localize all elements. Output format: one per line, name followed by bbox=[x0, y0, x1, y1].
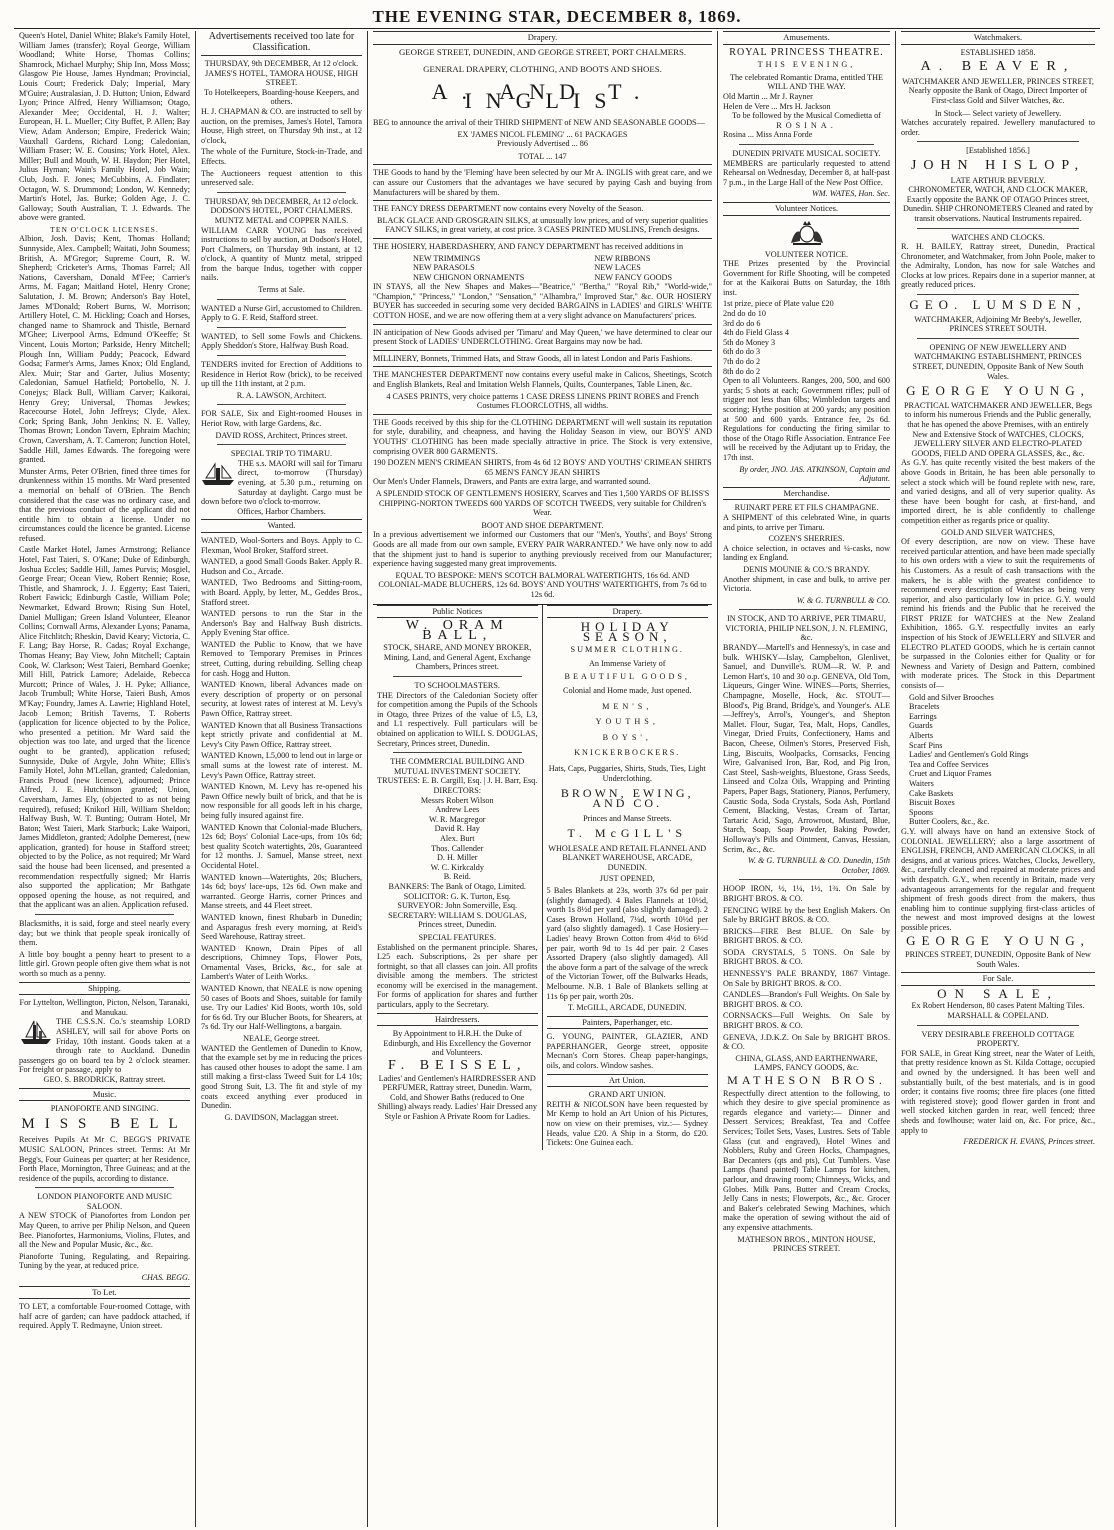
ad-heading: MUNTZ METAL and COPPER NAILS. bbox=[214, 215, 349, 225]
ad-heading: ROYAL PRINCESS THEATRE. bbox=[729, 46, 884, 58]
ad-line: BLACK GLACE AND GROSGRAIN SILKS, at unusually low prices, and of very superior qualities bbox=[377, 215, 708, 225]
ad-subheading: [Established 1856.] bbox=[966, 146, 1030, 156]
ad-name-display: W. ORAM BALL, bbox=[405, 618, 509, 643]
columns bbox=[14, 31, 1100, 1527]
ad-body: Pianoforte Tuning, Regulating, and Repairing. Tuning by the year, at reduced price. bbox=[19, 1251, 190, 1271]
list-column bbox=[594, 254, 672, 283]
classified-ad: FENCING WIRE by the best English Makers. On Sale by BRIGHT BROS. & CO. bbox=[723, 905, 890, 925]
lower-split bbox=[373, 604, 712, 1150]
prize-row: 8th do do 2 bbox=[723, 366, 761, 376]
classified-ad: HOOP IRON, ½, 1¼, 1½, 1¾. On Sale by BRIGHT BROS. & CO. bbox=[723, 884, 890, 903]
section-header-to-let: To Let. bbox=[19, 1286, 190, 1300]
prize-row: 4th do Field Glass 4 bbox=[723, 328, 789, 338]
prize-row: 7th do do 2 bbox=[723, 357, 761, 367]
ad-heading: JAMES'S HOTEL, TAMORA HOUSE, HIGH STREET. bbox=[204, 68, 359, 88]
divider bbox=[739, 879, 874, 880]
ad-name-display: GEORGE YOUNG, bbox=[906, 383, 1090, 399]
ad-line: EQUAL TO BESPOKE: MEN'S SCOTCH BALMORAL WATERTIGHTS, 16s 6d. AND COLONIAL-MADE BLUCHERS, 12s 6d. BOYS' AND YOUTHS' WATERTIGHTS, from 7s 6d to 12s 6d. bbox=[378, 570, 707, 599]
list-item: Gold and Silver Brooches bbox=[909, 692, 994, 702]
ad-heading: ROSINA. bbox=[776, 120, 837, 130]
ad-body: R. H. BAILEY, Rattray street, Dunedin, Practical Chronometer, and Watchmaker, from John Poole, maker to the Admiralty, London, has now for sale Watches and Clocks at low prices. Repairs done in a superior manner, at greatly reduced prices. bbox=[901, 242, 1095, 290]
ad-heading: For Lyttelton, Wellington, Picton, Nelson, Taranaki, and Manukau. bbox=[19, 998, 190, 1017]
classified-ad: WANTED Known that Colonial-made Bluchers, 12s 6d; Boys' Colonial Lace-ups, from 10s 6d; best quality Scotch watertights, 20s, Guaranteed for 12 months. J. Samuel, Manse street, next Occidental Hotel. bbox=[201, 822, 362, 870]
ad-line: A SPLENDID STOCK OF GENTLEMEN'S HOSIERY, Scarves and Ties 1,500 YARDS OF BLISS'S CHIPPING-NORTON TWEEDS 600 YARDS OF SCOTCH TWEEDS, very suitable for Children's Wear. bbox=[375, 488, 710, 518]
divider bbox=[917, 338, 1079, 339]
ad-body: MILLINERY, Bonnets, Trimmed Hats, and Straw Goods, all in latest London and Paris Fashions. bbox=[373, 353, 693, 363]
ad-heading: BEAUTIFUL GOODS, bbox=[564, 672, 690, 682]
prize-row: 6th do do 3 bbox=[723, 347, 761, 357]
ad-body: The Auctioneers request attention to this unreserved sale. bbox=[201, 168, 362, 188]
classified-ad: WANTED the Gentlemen of Dunedin to Know, that the example set by me in reducing the prices has caused other houses to adopt the same. I am still making a first-class Tweed Suit for L4 10s; good Strong Suit, L3. The fit and style of my coats exceed anything ever produced in Dunedin. bbox=[201, 1043, 362, 1111]
ad-heading: RUINART PERE ET FILS CHAMPAGNE. bbox=[734, 503, 879, 513]
section-heading: TEN O'CLOCK LICENSES. bbox=[50, 224, 159, 234]
classified-ad: WANTED, a good Small Goods Baker. Apply R. Hudson and Co., Arcade. bbox=[201, 557, 362, 576]
ad-subheading: To Hotelkeepers, Boarding-house Keepers, and others. bbox=[204, 87, 359, 107]
section-header-hairdressers: Hairdressers. bbox=[377, 1013, 538, 1027]
solicitor: SOLICITOR: G. K. Turton, Esq. bbox=[403, 891, 511, 901]
ad-heading: YOUTHS, bbox=[595, 717, 659, 727]
divider bbox=[917, 294, 1079, 295]
steamship-icon bbox=[201, 459, 235, 489]
ad-body: The whole of the Furniture, Stock-in-Trade, and Effects. bbox=[201, 147, 362, 166]
list-item: NEW FANCY GOODS bbox=[594, 272, 672, 282]
classified-ad: TENDERS invited for Erection of Additions to Residence in Heriot Row (brick), to be received up till the 11th instant, at 2 p.m. bbox=[201, 360, 362, 389]
list-item: Earrings bbox=[909, 711, 937, 721]
ad-signature: DAVID ROSS, Architect, Princes street. bbox=[215, 430, 348, 440]
ad-signature: CHAS. BEGG. bbox=[141, 1273, 190, 1283]
shipment-total: TOTAL ... 147 bbox=[518, 151, 567, 161]
list-item: Messrs Robert Wilson bbox=[420, 795, 494, 805]
ad-body: WATCHMAKER AND JEWELLER, PRINCES STREET, Nearly opposite the Bank of Otago, Direct Importer of First-class Gold and Silver Watches, &c. bbox=[902, 76, 1094, 105]
ad-heading: DENIS MOUNIE & CO.'S BRANDY. bbox=[743, 564, 870, 574]
ad-subheading: DIRECTORS: bbox=[433, 786, 482, 795]
divider bbox=[917, 1025, 1079, 1026]
prize-row: 1st prize, piece of Plate value £20 bbox=[723, 299, 834, 309]
ad-body: Ladies' and Gentlemen's HAIRDRESSER AND PERFUMER, Rattray street, Dunedin. Warm, Cold, and Shower Baths (reduced to One Shilling) always ready. Ladies' Hair Dressed any Style or Fashion A Private Room for Ladies. bbox=[377, 1073, 537, 1121]
license-list: Albion, Josh. Davis; Kent, Thomas Holland; Sunnyside, Alex. Campbell; Waitati, John Soumess; British, A. M'Gregor; Supreme Court, R. W. Shepherd; Cricketer's Arms, Thomas Farrel; All Nations, Caversham, Donald M'Fee; Carrier's Arms, M. Fagan; Maitland Hotel, Henry Crone; Salutation, J. M. Brown; Anderson's Bay Hotel, James M'Donald; Robert Burns, W. Morrison; Artillery Hotel, C. M. Hickling; Coach and Horses, changed name to Shamrock and Thistle, Bernard M'Ghee; Liverpool Arms, Edmund O'Keeffe; St Vincent, Louis Morton; Parkside, Henry Mitchell; Plough Inn, William Puddy; Peacock, Edward Godsa; Farmer's Arms, James Knox; Old England, Alex. Muir; Star and Garter, Julius Mosenty; Caledonian, Samuel Hatfield; Portobello, N. J. Conejys; Black Bull, William Carver; Kaikorai, Henry Grey; Universal, Thomas Jewkes; Racecourse Hotel, John Jeffreys; Clyde, Alex. Cork; Spring Bank, John Jenkins; N. E. Valley, Thomas Brown; London Tavern, Ephraim Machin; Crown, Caversham, A. T. Cameron; Junction Hotel, Saddle Hill, James Edwards. The foregoing were granted. bbox=[19, 234, 190, 465]
column-4 bbox=[718, 31, 896, 1527]
ad-line: In Stock— Select variety of Jewellery. bbox=[934, 108, 1062, 118]
ad-heading: BOYS', bbox=[602, 732, 652, 742]
ad-body: THE Prizes presented by the Provincial Government for Rifle Shooting, will be competed for at the Kaikorai Butts on Saturday, the 18th inst. bbox=[723, 259, 890, 297]
ad-subheading: LATE ARTHUR BEVERLY. bbox=[950, 175, 1046, 185]
ad-body: PRACTICAL WATCHMAKER AND JEWELLER, Begs to inform his numerous Friends and the Public generally, that he has opened the above Premises, with an entirely New and Extensive Stock of WATCHES, CLOCKS, JEWELLERY SILVER AND ELECTRO-PLATED GOODS, FIELD AND OPERA GLASSES, &c., &c. bbox=[903, 400, 1093, 458]
ad-name-display: JOHN HISLOP, bbox=[910, 157, 1086, 173]
ad-body: G.Y. will always have on hand an extensive Stock of COLONIAL JEWELLERY; also a large assortment of ENGLISH, FRENCH, AND AMERICAN CLOCKS, in all designs, and at various prices. Watches, Clocks, Jewellery, &c., carefully cleaned and repaired at moderate prices and with despatch. G.Y., when recently in Britain, made very advantageous arrangements for the regular and frequent shipment of fresh goods direct from the makers, thus enabling him to continue supplying first-class articles of the newest and most improved designs at the lowest possible prices. bbox=[901, 826, 1095, 932]
prize-row: 2nd do do 10 bbox=[723, 309, 766, 319]
ad-body: THE Goods received by this ship for the CLOTHING DEPARTMENT will well sustain its reputation for style, durability, and cheapness, and having the Holiday Season in view, our BOYS' AND YOUTHS' CLOTHING has been made specially attractive in price. The Stock is very extensive, comprising OVER 800 GARMENTS. bbox=[373, 417, 712, 456]
ad-body: STOCK, SHARE, AND MONEY BROKER, Mining, Land, and General Agent, Exchange Chambers, Princes street. bbox=[383, 643, 532, 672]
cast-line: Rosina ... Miss Anna Forde bbox=[723, 130, 813, 140]
divider bbox=[217, 327, 346, 328]
ad-heading: MEN'S, bbox=[602, 701, 653, 711]
list-item: NEW TRIMMINGS bbox=[413, 253, 481, 263]
ad-body: A choice selection, in octaves and ¼-casks, now landing ex England. bbox=[723, 543, 890, 563]
ad-body: THE Directors of the Caledonian Society offer for competition among the Pupils of the Schools in Otago, three Prizes of the value of L5, L3, and L1 respectively. Full particulars will be obtained on application to WILL S. DOUGLAS, Secretary, Princes street, Dunedin. bbox=[377, 690, 538, 748]
cast-line: Helen de Vere ... Mrs H. Jackson bbox=[723, 101, 831, 111]
cast-line: Old Martin ... Mr J. Rayner bbox=[723, 91, 813, 101]
ad-heading: VOLUNTEER NOTICE. bbox=[764, 249, 849, 259]
ad-body: A NEW STOCK of Pianofortes from London per May Queen, to arrive per Philip Nelson, and Queen Bee. Pianofortes, Harmoniums, Violins, Flutes, and all the New and Popular Music, &c., &c. bbox=[19, 1211, 190, 1250]
ad-signature: R. A. LAWSON, Architect. bbox=[236, 390, 327, 400]
list-item: W. R. Macgregor bbox=[428, 814, 486, 824]
ad-body: WATCHMAKER, Adjoining Mr Beeby's, Jeweller, PRINCES STREET SOUTH. bbox=[914, 314, 1082, 334]
classified-ad: WANTED Known, that NEALE is now opening 50 cases of Boots and Shoes, suitable for family use. Try our Ladies' Kid Boots, worth 10s, sold for 6s 6d. Try our Blucher Boots, for Shearers, at 7s 6d. Try our Half-Wellingtons, a bargain. bbox=[201, 984, 362, 1032]
ad-body: G. YOUNG, PAINTER, GLAZIER, AND PAPERHANGER, George street, opposite Mecnan's Corn Stores. Cheap paper-hangings, oils, and colors. Window sashes. bbox=[546, 1032, 708, 1071]
divider bbox=[739, 144, 874, 145]
ad-body: Ex Robert Henderson, 80 cases Patent Malting Tiles. MARSHALL & COPELAND. bbox=[911, 1001, 1085, 1021]
divider bbox=[917, 141, 1079, 142]
list-item: Alex. Burt bbox=[439, 833, 475, 843]
ad-body: THE HOSIERY, HABERDASHERY, AND FANCY DEPARTMENT has received additions in bbox=[373, 241, 684, 251]
article-paragraph: Munster Arms, Peter O'Brien, fined three times for drunkenness within 15 months. Mr Ward presented a memorial on behalf of O'Brien. The Bench considered that the case was no ordinary case, and that the previous conduct of the applicant did not entitle him to obtain a license. Under no circumstances could the licence be granted. License refused. bbox=[19, 466, 190, 543]
ad-body: PRINCES STREET, DUNEDIN, Opposite Bank of New South Wales. bbox=[905, 950, 1091, 969]
ad-line: Hats, Caps, Puggaries, Shirts, Studs, Ties, Light Underclothing. bbox=[548, 764, 706, 783]
ad-body: Open to all Volunteers. Ranges, 200, 500, and 600 yards; 5 shots at each; Government rifles; pull of trigger not less than 6lbs; Wimbledon targets and scoring; Hythe position at 200 yards; any position at 500 and 600 yards. Entrance fee, 2s 6d. Regulations for conducting the firing similar to those of the Otago Rifle Association. Entrance Fee will be received by the Adjutant up to Friday, the 17th inst. bbox=[723, 376, 890, 462]
ad-date: THURSDAY, 9th DECEMBER, At 12 o'clock. bbox=[204, 59, 359, 68]
ad-heading: TO SCHOOLMASTERS. bbox=[414, 681, 500, 691]
ad-body: REITH & NICOLSON have been requested by Mr Kemp to hold an Art Union of his Pictures, now on view on their premises, viz.:— Sydney Heads, value £20. A Ship in a Storm, do £20. Tickets: One Guinea each. bbox=[546, 1099, 708, 1148]
classified-ad: SODA CRYSTALS, 5 TONS. On Sale by BRIGHT BROS. & CO. bbox=[723, 947, 890, 967]
list-item: David R. Hay bbox=[434, 824, 480, 834]
ad-heading: GEORGE STREET, DUNEDIN, AND GEORGE STREET, PORT CHALMERS. bbox=[398, 46, 687, 57]
section-header-shipping: Shipping. bbox=[19, 982, 190, 996]
classified-ad: WANTED a Nurse Girl, accustomed to Children. Apply to G. F. Reid, Stafford street. bbox=[201, 303, 362, 323]
ad-name-display: HOLIDAY SEASON, bbox=[580, 619, 674, 644]
ad-body: 5 Bales Blankets at 23s, worth 37s 6d per pair (slightly damaged). 4 Bales Flannels at 10½d, worth 1s 8½d per yard (also slightly damaged). 2 Cases Brown Holland, 7¼d, worth 10½d per yard (also slightly damaged). 1 Case Hosiery—Ladies' heavy Brown Cotton from 4½d to 6½d per pair, worth 9d to 1s 4d per pair. 2 Cases Assorted Drapery (also slightly damaged). All the above form a part of the salvage of the wreck of the Victorian Tower, off the Bulwarks Heads, Melbourne. N.B. 1 Bale of Blankets selling at 11s 6p per pair, worth 20s. bbox=[546, 885, 708, 1001]
article-paragraph: Castle Market Hotel, James Armstrong; Reliance Hotel, Fast Taieri, S. O'Kane; Duke of Edinburgh, Joshua Eccles; Saddle Hill, James Purvis; Mosgiel, George Frear; Ocean View, Robert Rennie; Rose, Thistle, and Shamrock, J. J. Eggerty; East Taieri, Robert Fawick; Edinburgh Castle, William Pole; Newmarket, Edward Brown; Rising Sun Hotel, Daniel Mulligan; Green Island Volunteer, Eleanor Collins; Cornwall Arms, Alexander Lyons; Panama, Alice Fitchlitch; Rheskin, David Keary; Victoria, C. F. Lang; Bay Horse, R. Cadas; Royal Exchange, Thomas Heany; Bay View, John Mitchell; Captain Cook, W. Clarkson; West Taieri, Bernhard Goenke; Mill Hill, Patrick Lamore; Adelaide, Rebecca Murcott; Prince of Wales, J. H. Pyke; Alliance, Jacob Trumbull; White Horse, Taieri Bush, Amos M'Kay; Foundry, James A. Lawrie; Highland Hotel, Jacob Lemon; British Taverns, T. Roberts (application for licence objected to by the Police, who presented a petition. Mr Ward said the objection was too late, and urged that the licence ought to be granted), application refused; Sunnyside, Duke of Argyle, John White; Ellis's Family Hotel, John M'Lellan, granted; Caledonian, Francis Proud (new licence), adjourned; Prince Alfred, J. E. Hutchinson granted; Union, Caversham, James Ely, (objected to as not being required), refused; Knikorl Hill, William Sheldon; Halfway Bush, W. T. Bunting; Outram Hotel, Mr Baton; West Taieri, Mark Starbuck; Lake Waipori, James Middleton, granted; Adolphe Demerest, (new application, granted) for house in Stafford street; objected to by the Police, as not required; Mr Ward said the house had been licensed, and presented a recommendation respectfully signed; Mr Harris also supported the application; Mr Bathgate opposed opening the house, as not required, and that the applicant was an alien. Application refused. bbox=[19, 545, 190, 910]
column-2 bbox=[196, 31, 368, 1527]
ad-heading: SPECIAL FEATURES. bbox=[418, 932, 496, 942]
ad-body: CHRONOMETER, WATCH, AND CLOCK MAKER, Exactly opposite the BANK OF OTAGO Princes street, Dunedin. SHIP CHRONOMETERS Cleaned and rated by transit observations. Nautical Instruments repaired. bbox=[902, 185, 1094, 223]
ad-heading: WATCHES AND CLOCKS. bbox=[951, 232, 1045, 242]
ad-terms: Terms at Sale. bbox=[258, 285, 305, 295]
divider bbox=[373, 164, 712, 165]
divider bbox=[739, 609, 874, 610]
divider bbox=[217, 355, 346, 356]
list-item: NEW CHIGNON ORNAMENTS bbox=[413, 272, 525, 282]
list-item: Ladies' and Gentlemen's Gold Rings bbox=[909, 750, 1029, 760]
drapery-holiday bbox=[543, 605, 713, 1150]
divider bbox=[217, 404, 346, 405]
ad-heading: COZEN'S SHERRIES. bbox=[768, 534, 845, 544]
ad-body: THE FANCY DRESS DEPARTMENT now contains every Novelty of the Season. bbox=[373, 204, 644, 214]
ad-signature: G. DAVIDSON, Maclaggan street. bbox=[224, 1112, 339, 1122]
license-list: Queen's Hotel, Daniel White; Blake's Family Hotel, William James (transfer); Royal George, William Woodland; White Horse, Thomas Collins; Shamrock, Michael Murphy; Ship Inn, Moss Moss; Glasgow Pie House, James Hyndman; Provincial, Louis Court; Frederick Daly; Imperial, Mary M'Guire; Australasian, J. D. Hutton; Union, Edward Lyon; Prince Alfred, Henry Williamson; Otago, Alexander Mee; Occidental, H. J. Walter; European, H. L. Mueller; City Buffet, P. Allen; Bay View, Adam Anderson; Empire, Frederick Wain; Vauxhall Gardens, Richard Long; Caledonian, William Fraser; W. E. Cousins; York Hotel, Alex. Miller; Bull and Mouth, W. H. Haydon; Pier Hotel, Julius Hyman; Wain's Family Hotel, Job Wain; Club, Josh. F. Jones; McCubbins, A. Findlater; Octagon, W. S. Drummond; London, W. Kennedy; Martin's Hotel, Jas. Burke; Golden Age, J. C. Galloway; South Australian, T. J. Edwards. The above were granted. bbox=[19, 31, 190, 223]
classified-ad: WANTED, Two Bedrooms and Sitting-room, with Board. Apply, by letter, M., Geddes Bros., Stafford street. bbox=[201, 578, 362, 607]
ad-subheading: By Appointment to H.R.H. the Duke of Edinburgh, and His Excellency the Governor and Volunteers. bbox=[383, 1029, 532, 1058]
classified-ad: WANTED Known, M. Levy has re-opened his Pawn Office newly built of brick, and that he is now responsible for all goods left in his charge, being fully insured against fire. bbox=[201, 782, 362, 820]
divider bbox=[393, 676, 522, 677]
ad-body: The celebrated Romantic Drama, entitled THE WILL AND THE WAY. bbox=[729, 72, 884, 92]
list-item: Alberts bbox=[909, 731, 934, 740]
ad-body: In a previous advertisement we informed our Customers that our "Men's, Youths', and Boys' Strong Goods are all made from our own sample, EVERY PAIR WARRANTED." We have only now to add that the shipment just to hand is superior to anything previously received from our Manufacturer; experience having suggested many great improvements. bbox=[373, 530, 712, 569]
ad-body: Watches accurately repaired. Jewellery manufactured to order. bbox=[901, 118, 1095, 137]
ad-heading: VERY DESIRABLE FREEHOLD COTTAGE PROPERTY. bbox=[921, 1029, 1075, 1049]
steamship-icon bbox=[19, 1017, 53, 1047]
ad-heading: SPECIAL TRIP TO TIMARU. bbox=[230, 449, 333, 459]
ad-signature: W. & G. TURNBULL & CO. Dunedin, 15th October, 1869. bbox=[747, 856, 890, 875]
classified-ad: WANTED Known, liberal Advances made on every description of property or on personal security, at lowest rates of interest at M. Levy's Pawn Office, Rattray street. bbox=[201, 680, 362, 719]
trustees: TRUSTEES: E. B. Cargill, Esq. | J. H. Barr, Esq. bbox=[377, 776, 538, 786]
ad-name-display: A. BEAVER, bbox=[920, 59, 1076, 75]
ad-body: IN STAYS, all the New Shapes and Makes—"Beatrice," "Bertha," "Royal Rib," "World-wide," "Champion," "Princess," "London," "Sensation," "Alhambra," Improved Star," &c. OUR HOSIERY BUYER has succeeded in securing some very decided BARGAINS in LADIES' and GIRLS' WHITE COTTON HOSE, and we are now offering them at a very slight advance on Manufacturers' prices. bbox=[373, 282, 712, 321]
ad-name-display: ON SALE, bbox=[937, 985, 1059, 1001]
ad-signature: Offices, Harbor Chambers. bbox=[237, 506, 326, 516]
divider bbox=[217, 299, 346, 300]
ad-heading: KNICKERBOCKERS. bbox=[574, 748, 681, 758]
divider bbox=[373, 324, 712, 325]
ad-body: As G.Y. has quite recently visited the best makers of the above Goods in Britain, he has been able personally to select a stock which will be found replete with new, rare, and varied designs, and all of very superior quality. As these have been bought for cash, at first-hand, and imported direct, he is able confidently to challenge competition either as regards price or quality. bbox=[901, 458, 1095, 525]
classified-ad: WANTED known, finest Rhubarb in Dunedin; and Asparagus fresh every morning, at Reid's Seed Warehouse, Rattray street. bbox=[201, 912, 362, 942]
ad-body: THE C.S.S.N. Co.'s steamship LORD ASHLEY, will sail for above Ports on Friday, 10th instant. Goods taken at a through rate to Auckland. Dunedin passengers go on board tea by 2 o'clock steamer. For freight or passage, apply to bbox=[19, 1017, 190, 1075]
list-item: Guards bbox=[909, 721, 933, 731]
divider bbox=[217, 444, 346, 445]
bankers: BANKERS: The Bank of Otago, Limited. bbox=[388, 881, 526, 891]
section-header-volunteer: Volunteer Notices. bbox=[723, 202, 890, 216]
classified-ad: CORNSACKS—Full Weights. On Sale by BRIGHT BROS. & CO. bbox=[723, 1011, 890, 1031]
ad-body: THE MANCHESTER DEPARTMENT now contains every useful make in Calicos, Sheetings, Scotch and English Blankets, Real and Imitation Welsh Flannels, Quilts, Counterpanes, Table Linen, &c. bbox=[373, 370, 712, 390]
ad-heading: OPENING OF NEW JEWELLERY AND WATCHMAKING ESTABLISHMENT, PRINCES STREET, DUNEDIN, Opposite Bank of New South Wales. bbox=[912, 342, 1084, 381]
ad-line: An Immense Variety of bbox=[589, 658, 666, 668]
column-1 bbox=[14, 31, 196, 1527]
ad-body: H. J. CHAPMAN & CO. are instructed to sell by auction, on the premises, James's Hotel, Tamora House, High street, on Thursday 9th inst., at 12 o'clock, bbox=[201, 106, 362, 145]
ad-heading: BOOT AND SHOE DEPARTMENT. bbox=[481, 520, 604, 530]
shipment-line: EX 'JAMES NICOL FLEMING' ... 61 PACKAGES bbox=[457, 129, 628, 139]
ad-signature: T. McGILL, ARCADE, DUNEDIN. bbox=[567, 1003, 687, 1013]
ad-name-display: BROWN, EWING, AND CO. bbox=[560, 786, 694, 810]
classified-ad: FOR SALE, Six and Eight-roomed Houses in Heriot Row, with large Gardens, &c. bbox=[201, 409, 362, 428]
list-item: Waiters bbox=[909, 778, 934, 788]
ad-signature: MATHESON BROS., MINTON HOUSE, PRINCES STREET. bbox=[737, 1234, 876, 1254]
directors-list bbox=[377, 796, 538, 882]
ad-heading: PIANOFORTE AND SINGING. bbox=[50, 1104, 159, 1114]
list-column bbox=[413, 254, 524, 283]
divider bbox=[35, 914, 174, 915]
list-item: NEW RIBBONS bbox=[594, 253, 651, 263]
ad-name-display: GEORGE YOUNG, bbox=[906, 933, 1090, 949]
ad-name-display: MATHESON BROS. bbox=[727, 1073, 886, 1087]
ad-heading: JUST OPENED, bbox=[599, 874, 655, 884]
ad-subheading: WHOLESALE AND RETAIL FLANNEL AND BLANKET WAREHOUSE, ARCADE, DUNEDIN. bbox=[548, 843, 707, 872]
prize-row: 3rd do do 6 bbox=[723, 318, 761, 328]
article-paragraph: A little boy bought a penny heart to present to a little girl. Grown people often give them what is not worth so much as a penny. bbox=[19, 949, 190, 978]
public-notices bbox=[373, 605, 543, 1150]
section-header-late-ads: Advertisements received too late for Classification. bbox=[201, 31, 362, 56]
section-header-wanted: Wanted. bbox=[201, 519, 362, 533]
section-header-watchmakers: Watchmakers. bbox=[901, 31, 1095, 45]
ad-heading: GENERAL DRAPERY, CLOTHING, AND BOOTS AND SHOES. bbox=[423, 64, 662, 75]
list-item: Tea and Coffee Services bbox=[909, 759, 989, 769]
ad-signature: FREDERICK H. EVANS, Princes street. bbox=[963, 1137, 1095, 1147]
classified-ad: BRICKS—FIRE Best BLUE. On Sale by BRIGHT BROS. & CO. bbox=[723, 926, 890, 946]
divider bbox=[393, 752, 522, 753]
ad-signature: WM. WATES, Hon. Sec. bbox=[811, 189, 890, 199]
ad-body: IN anticipation of New Goods advised per 'Timaru' and May Queen,' we have determined to clear our present Stock of LADIES' UNDERCLOTHING. Great Bargains may now be had. bbox=[373, 327, 712, 347]
list-item: Scarf Pins bbox=[909, 740, 943, 750]
list-item: D. H. Miller bbox=[437, 853, 478, 863]
list-item: Thos. Callender bbox=[431, 843, 484, 853]
trimmings-list bbox=[373, 254, 712, 283]
column-3 bbox=[368, 31, 718, 1527]
ad-heading: DODSON'S HOTEL, PORT CHALMERS. bbox=[210, 206, 353, 216]
ad-subheading: ESTABLISHED 1858. bbox=[960, 47, 1036, 57]
stock-list bbox=[901, 693, 1095, 827]
classified-ad: WANTED known—Watertights, 20s; Bluchers, 14s 6d; boys' lace-ups, 12s 6d. Own make and warranted. George Harris, corner Princes and Manse streets, and 44 Fleet street. bbox=[201, 872, 362, 911]
ad-body: Our Men's Under Flannels, Drawers, and Pants are extra large, and warranted sound. bbox=[373, 477, 651, 487]
divider bbox=[373, 238, 712, 239]
list-item: B. Reid. bbox=[443, 872, 471, 882]
ad-body: WILLIAM CARR YOUNG has received instructions to sell by auction, at Dodson's Hotel, Port Chalmers, on Thursday 9th instant, at 12 o'clock, A quantity of Muntz metal, stripped from the barque Indus, together with copper nails. bbox=[201, 225, 362, 283]
ad-signature: By order, JNO. JAS. ATKINSON, Captain and Adjutant. bbox=[739, 464, 890, 484]
divider bbox=[373, 414, 712, 415]
ad-body: Established on the permanent principle. Shares, L25 each. Subscriptions, 2s per share per fortnight, so that all classes can join. All profits divisible among the members. The strictest economy will be exercised in the management. For forms of application for shares and further particulars, apply to the Secretary. bbox=[377, 942, 538, 1010]
ad-body: BRANDY—Martell's and Hennessy's, in case and bulk. WHISKY—Islay, Campbelton, Glenlivet, Sanuel, and Dunville's. RUM—R. W. P. and Lemon Hart's, 10 and 30 o.p. GENEVA, Old Tom, Liqueurs, Ginger Wine. WINES—Ports, Sherries, Champagne, Moselle, Hock, &c. STOUT—Blood's, Pig Brand, Bridge's, and Younger's. ALE—Jeffrey's, Arrol's, Younger's, and Shepton Mallet. Flour, Sugar, Tea, Malt, Hops, Candles, Vinegar, Dried Fruits, Confectionery, Hams and Bacon, Cheese, Oilmen's Stores, Preserved Fish, Ling, Biscuits, Woolpacks, Cornsacks, Fencing Wire, Galvanised Iron, Bar, Rod, and Pig Iron, Cast Steel, Sash-weights, Bluestone, Grass Seeds, Linseed and Colza Oils, Wrapping and Printing Papers, Paper Bags, Stationery, Pianos, Perfumery, Caustic Soda, Soda Crystals, Soda Ash, Portland Cement, Blacking, Vestas, Cream of Tartar, Tartaric Acid, Sago, Arrowroot, Mustard, Blue, Starch, Soap, Soap Powder, Baking Powder, Holloway's Pills and Ointment, Canvas, Hessian, Scrim, &c., &c. bbox=[723, 643, 890, 854]
ad-body: FOR SALE, in Great King street, near the Water of Leith, that pretty residence known as St. Kilda Cottage, occupied and owned by the undersigned. It has been well and substantially built, of the best materials, and is in good order; it contains five rooms; three fire places (one fitted with registered stove); good flower garden in front and well stocked kitchen garden in rear, well fenced; three sheds and fowlhouse; water laid on, &c. For price, &c., apply to bbox=[901, 1048, 1095, 1135]
royal-crest-icon bbox=[787, 219, 827, 247]
classified-ad: HENNESSY'S PALE BRANDY, 1867 Vintage. On Sale by BRIGHT BROS. & CO. bbox=[723, 969, 890, 988]
ad-line: Princes and Manse Streets. bbox=[583, 814, 672, 824]
section-header-music: Music. bbox=[19, 1088, 190, 1102]
masthead: THE EVENING STAR, DECEMBER 8, 1869. bbox=[14, 6, 1100, 29]
ad-body: BEG to announce the arrival of their THIRD SHIPMENT of NEW AND SEASONABLE GOODS— bbox=[373, 117, 705, 127]
classified-ad: WANTED the Public to Know, that we have Removed to Temporary Premises in Princes street, Cutting, during rebuilding. Selling cheap for cash. Hogg and Hutton. bbox=[201, 639, 362, 678]
list-item: NEW LACES bbox=[594, 263, 641, 273]
prize-row: 5th do Money 3 bbox=[723, 337, 776, 347]
ad-name-display: A. AND T. INGLIS bbox=[431, 78, 654, 114]
list-item: Andrew Lees bbox=[435, 805, 480, 815]
divider bbox=[217, 192, 346, 193]
ad-body: MEMBERS are particularly requested to attend Rehearsal on Wednesday, December 8, at half-past 7 p.m., in the Large Hall of the New Post Office. bbox=[723, 158, 890, 187]
shipment-line: Previously Advertised ... 86 bbox=[497, 139, 588, 149]
section-header-drapery: Drapery. bbox=[373, 31, 712, 45]
divider bbox=[373, 366, 712, 367]
ad-heading: THIS EVENING, bbox=[757, 60, 856, 70]
classified-ad: CANDLES—Brandon's Full Weights. On Sale by BRIGHT BROS. & CO. bbox=[723, 990, 890, 1009]
section-header-amusements: Amusements. bbox=[723, 31, 890, 45]
ad-heading: CHINA, GLASS, AND EARTHENWARE, LAMPS, FANCY GOODS, &c. bbox=[735, 1053, 878, 1073]
ad-signature: W. & G. TURNBULL & CO. bbox=[796, 595, 890, 605]
classified-ad: WANTED persons to run the Star in the Anderson's Bay and Halfway Bush districts. Apply Evening Star office. bbox=[201, 609, 362, 638]
ad-name-display: MISS BELL bbox=[21, 1115, 188, 1132]
divider bbox=[373, 200, 712, 201]
classified-ad: WANTED Known that all Business Transactions kept strictly private and confidential at M. Levy's City Pawn Office, Rattray street. bbox=[201, 720, 362, 749]
ad-name-display: T. McGILL'S bbox=[567, 826, 688, 840]
classified-ad: GENEVA, J.D.K.Z. On Sale by BRIGHT BROS. & CO. bbox=[723, 1032, 890, 1052]
list-item: Biscuit Boxes bbox=[909, 798, 955, 808]
list-item: Spoons bbox=[909, 807, 934, 817]
ad-body: THE s.s. MAORI will sail for Timaru direct, to-morrow (Thursday) evening, at 5.30 p.m., returning on Saturday at daylight. Cargo must be down before two o'clock to-morrow. bbox=[201, 458, 362, 507]
ad-body: Receives Pupils At Mr C. BEGG'S PRIVATE MUSIC SALOON, Princes street. Terms: At Mr Begg's, Four Guineas per quarter; at her Residence, Forth Place, Mornington, Three Guineas; and at the residence of the pupils, according to distance. bbox=[19, 1135, 190, 1183]
ad-body: A SHIPMENT of this celebrated Wine, in quarts and pints, to arrive per Timaru. bbox=[723, 512, 890, 532]
list-item: Cruet and Liquor Frames bbox=[909, 769, 992, 779]
list-item: Cake Baskets bbox=[909, 788, 954, 798]
section-header-public-notices: Public Notices bbox=[377, 605, 538, 619]
shipping-ad bbox=[19, 1017, 190, 1084]
ad-body: THE Goods to hand by the 'Fleming' have been selected by our Mr A. INGLIS with great care, and we can assure our Customers that the advantages we have secured by paying Cash and buying from Manufacturers will be shared by them. bbox=[373, 168, 712, 197]
ad-heading: LONDON PIANOFORTE AND MUSIC SALOON. bbox=[37, 1192, 172, 1211]
ad-heading: GOLD AND SILVER WATCHES, bbox=[941, 527, 1055, 537]
ad-body: Respectfully direct attention to the following, to which they desire to give special prominence as regards elegance and variety:— Dinner and Dessert Services; Breakfast, Tea and Coffee Services; Toilet Sets, Vases, Lustres. Sets of Table Glass (cut and engraved), Hotel Wines and Nobblers, Ruby and Green Hocks, Champagnes, Bar Decanters (qts and pts), Cut Tumblers. Vase Lamps (hand painted) Table Lamps for kitchen, parlour, and drawing room; Chimneys, Wicks, and Globes. Milk Pans, Butter and Cream Crocks, Jelly Cans in nests; Flowerpots, &c., &c. Grocer and Baker's celebrated Sewing Machines, which make the operation of sewing without the aid of any expensive attachments. bbox=[723, 1088, 890, 1232]
list-item: Butter Coolers, &c., &c. bbox=[909, 817, 990, 827]
ad-line: To be followed by the Musical Comedietta of bbox=[732, 111, 881, 121]
ad-line: 190 DOZEN MEN'S CRIMEAN SHIRTS, from 4s 6d 12 BOYS' AND YOUTHS' CRIMEAN SHIRTS 65 MEN'S FANCY JEAN SHIRTS bbox=[373, 458, 712, 477]
classified-ad: WANTED, Wool-Sorters and Boys. Apply to C. Flexman, Wool Broker, Stafford street. bbox=[201, 535, 362, 555]
list-item: Bracelets bbox=[909, 702, 940, 712]
ad-body: Of every description, are now on view. These have received particular attention, and have been made specially to his own orders with a view to suit the requirements of his Customers. As a result of cash transactions with the makers, he is able with the greatest confidence to recommend every description of Watches as being very superior, and also particularly low in price. G.Y. would remind his friends and the Public that he received the FIRST PRIZE for WATCHES at the New Zealand Exhibition, 1865. G.Y. respectfully invites an early inspection of his Stock of JEWELLERY and SILVER and ELECTRO PLATED GOODS, which he is certain cannot be surpassed in the Colonies either for Quality or for Newness and Variety of Design and Pattern, combined with moderate prices. The Stock in this Department consists of— bbox=[901, 537, 1095, 691]
secretary: SECRETARY: WILLIAM S. DOUGLAS, Princes street, Dunedin. bbox=[388, 910, 527, 930]
section-header-merchandise: Merchandise. bbox=[723, 487, 890, 501]
list-item: W. C. Kirkcaldy bbox=[430, 862, 484, 872]
ad-line: FANCY SILKS, in great variety, at cost price. 3 CASES PRINTED MUSLINS, French designs. bbox=[385, 225, 700, 235]
list-item: NEW PARASOLS bbox=[413, 263, 475, 273]
ad-line: Colonial and Home made, Just opened. bbox=[563, 686, 692, 696]
divider bbox=[35, 1187, 174, 1188]
steamer-ad bbox=[201, 459, 362, 517]
ad-date: THURSDAY, 9th DECEMBER, At 12 o'clock. bbox=[204, 196, 359, 206]
ad-heading: GRAND ART UNION. bbox=[588, 1090, 666, 1100]
divider bbox=[917, 228, 1079, 229]
divider bbox=[373, 350, 712, 351]
section-header-art-union: Art Union. bbox=[547, 1074, 709, 1088]
surveyor: SURVEYOR: John Somerville, Esq. bbox=[397, 901, 518, 911]
ad-name-display: GEO. LUMSDEN, bbox=[909, 297, 1087, 313]
ad-body: TO LET, a comfortable Four-roomed Cottage, with half acre of garden; can have paddock attached, if required. Apply T. Redmayne, Union street. bbox=[19, 1302, 190, 1331]
ad-heading: IN STOCK, AND TO ARRIVE, PER TIMARU, VICTORIA, PHILIP NELSON, J. N. FLEMING, &c. bbox=[725, 614, 888, 643]
ad-heading: THE COMMERCIAL BUILDING AND MUTUAL INVESTMENT SOCIETY. bbox=[390, 757, 525, 776]
ad-heading: SUMMER CLOTHING. bbox=[570, 645, 684, 655]
section-header-for-sale: For Sale. bbox=[901, 972, 1095, 986]
column-5 bbox=[896, 31, 1100, 1527]
ad-name-display: F. BEISSEL, bbox=[388, 1058, 527, 1074]
ad-signature: GEO. S. BRODRICK, Rattray street. bbox=[43, 1074, 166, 1084]
ad-body: Another shipment, in case and bulk, to arrive per Victoria. bbox=[723, 574, 890, 594]
prize-list bbox=[723, 299, 890, 376]
ad-signature: NEALE, George street. bbox=[243, 1034, 320, 1044]
ad-line: 4 CASES PRINTS, very choice patterns 1 CASE DRESS LINENS PRINT ROBES and French Costumes FLOORCLOTHS, all widths. bbox=[386, 391, 699, 411]
ad-heading: DUNEDIN PRIVATE MUSICAL SOCIETY. bbox=[732, 148, 881, 158]
section-header-drapery: Drapery. bbox=[547, 605, 709, 619]
article-paragraph: Blacksmiths, it is said, forge and steel nearly every day; but we think that people speak ironically of them. bbox=[19, 919, 190, 948]
classified-ad: WANTED, to Sell some Fowls and Chickens. Apply Sheddon's Store, Halfway Bush Road. bbox=[201, 331, 362, 351]
classified-ad: WANTED Known, Drain Pipes of all descriptions, Chimney Tops, Flower Pots, Ornamental Vases, Bricks, &c., for sale at Lambert's Water of Leith Works. bbox=[201, 943, 362, 982]
classified-ad: WANTED Known, L5,000 to lend out in large or small sums at the lowest rate of interest. M. Levy's Pawn Office, Rattray street. bbox=[201, 751, 362, 780]
section-header-painters: Painters, Paperhanger, etc. bbox=[547, 1016, 709, 1030]
